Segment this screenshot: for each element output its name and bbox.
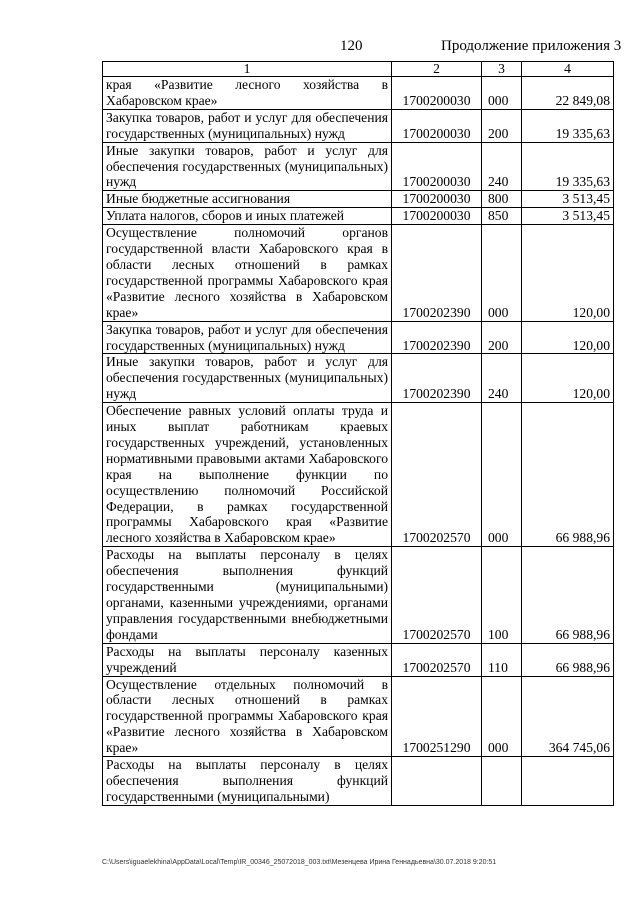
row-amount: 66 988,96 bbox=[522, 643, 614, 676]
table-row bbox=[103, 191, 614, 208]
row-name: Осуществление отдельных полномочий в области лесных отношений в рамках государственной программы Хабаровского края «Развитие лесного хозяйства в Хабаровском крае» bbox=[103, 676, 392, 757]
row-code: 1700202570 bbox=[392, 643, 482, 676]
table-row bbox=[103, 77, 614, 110]
row-name: Иные бюджетные ассигнования bbox=[103, 191, 392, 208]
table-row bbox=[103, 225, 614, 321]
row-amount: 19 335,63 bbox=[522, 109, 614, 142]
row-code: 1700251290 bbox=[392, 676, 482, 757]
row-type: 800 bbox=[482, 191, 522, 208]
table-row bbox=[103, 547, 614, 643]
row-code: 1700200030 bbox=[392, 77, 482, 110]
row-amount: 22 849,08 bbox=[522, 77, 614, 110]
page-number: 120 bbox=[340, 38, 363, 54]
column-header: 2 bbox=[392, 62, 482, 77]
table-row bbox=[103, 109, 614, 142]
row-code: 1700202390 bbox=[392, 321, 482, 354]
row-name: Расходы на выплаты персоналу в целях обеспечения выполнения функций государственными (муниципальными) органами, казенными учреждениями, органами управления государственными внебюджетными фондами bbox=[103, 547, 392, 643]
row-code: 1700200030 bbox=[392, 142, 482, 191]
row-name: Осуществление полномочий органов государственной власти Хабаровского края в области лесных отношений в рамках государственной программы Хабаровского края «Развитие лесного хозяйства в Хабаровском крае» bbox=[103, 225, 392, 321]
table-row bbox=[103, 643, 614, 676]
row-amount: 66 988,96 bbox=[522, 403, 614, 547]
row-code: 1700202570 bbox=[392, 547, 482, 643]
row-amount: 19 335,63 bbox=[522, 142, 614, 191]
row-name: края «Развитие лесного хозяйства в Хабаровском крае» bbox=[103, 77, 392, 110]
continuation-label: Продолжение приложения 3 bbox=[441, 38, 622, 54]
row-type: 200 bbox=[482, 109, 522, 142]
table-row bbox=[103, 142, 614, 191]
row-amount: 364 745,06 bbox=[522, 676, 614, 757]
table-row bbox=[103, 676, 614, 757]
row-code: 1700202390 bbox=[392, 354, 482, 403]
row-type: 240 bbox=[482, 142, 522, 191]
row-name: Расходы на выплаты персоналу в целях обеспечения выполнения функций государственными (муниципальными) bbox=[103, 757, 392, 806]
row-name: Закупка товаров, работ и услуг для обеспечения государственных (муниципальных) нужд bbox=[103, 321, 392, 354]
row-type bbox=[482, 757, 522, 806]
row-code bbox=[392, 757, 482, 806]
row-amount: 120,00 bbox=[522, 225, 614, 321]
row-type: 110 bbox=[482, 643, 522, 676]
row-type: 000 bbox=[482, 77, 522, 110]
row-name: Иные закупки товаров, работ и услуг для обеспечения государственных (муниципальных) нужд bbox=[103, 354, 392, 403]
table-row bbox=[103, 757, 614, 806]
row-code: 1700200030 bbox=[392, 191, 482, 208]
row-code: 1700202390 bbox=[392, 225, 482, 321]
row-amount: 3 513,45 bbox=[522, 208, 614, 225]
row-code: 1700200030 bbox=[392, 109, 482, 142]
row-amount: 120,00 bbox=[522, 354, 614, 403]
table-row bbox=[103, 321, 614, 354]
row-type: 000 bbox=[482, 403, 522, 547]
row-name: Закупка товаров, работ и услуг для обеспечения государственных (муниципальных) нужд bbox=[103, 109, 392, 142]
row-type: 000 bbox=[482, 225, 522, 321]
row-amount bbox=[522, 757, 614, 806]
table-row bbox=[103, 354, 614, 403]
row-type: 100 bbox=[482, 547, 522, 643]
table-header-row bbox=[103, 62, 614, 77]
table-row bbox=[103, 208, 614, 225]
row-amount: 120,00 bbox=[522, 321, 614, 354]
row-name: Уплата налогов, сборов и иных платежей bbox=[103, 208, 392, 225]
budget-table bbox=[102, 61, 614, 806]
file-path-footer: C:\Users\iguaelekhina\AppData\Local\Temp\IR_00346_25072018_003.txt\Мезенцева Ирина Геннадьевна\30.07.2018 9:20:51 bbox=[102, 859, 497, 866]
row-name: Обеспечение равных условий оплаты труда и иных выплат работникам краевых государственных учреждений, установленных нормативными правовыми актами Хабаровского края на выполнение функции по осуществлению полномочий Российской Федерации, в рамках государственной программы Хабаровского края «Развитие лесного хозяйства в Хабаровском крае» bbox=[103, 403, 392, 547]
row-name: Иные закупки товаров, работ и услуг для обеспечения государственных (муниципальных) нужд bbox=[103, 142, 392, 191]
row-name: Расходы на выплаты персоналу казенных учреждений bbox=[103, 643, 392, 676]
row-amount: 66 988,96 bbox=[522, 547, 614, 643]
row-type: 850 bbox=[482, 208, 522, 225]
column-header: 3 bbox=[482, 62, 522, 77]
row-amount: 3 513,45 bbox=[522, 191, 614, 208]
table-row bbox=[103, 403, 614, 547]
column-header: 1 bbox=[103, 62, 392, 77]
row-type: 240 bbox=[482, 354, 522, 403]
row-type: 000 bbox=[482, 676, 522, 757]
row-code: 1700200030 bbox=[392, 208, 482, 225]
column-header: 4 bbox=[522, 62, 614, 77]
row-code: 1700202570 bbox=[392, 403, 482, 547]
row-type: 200 bbox=[482, 321, 522, 354]
